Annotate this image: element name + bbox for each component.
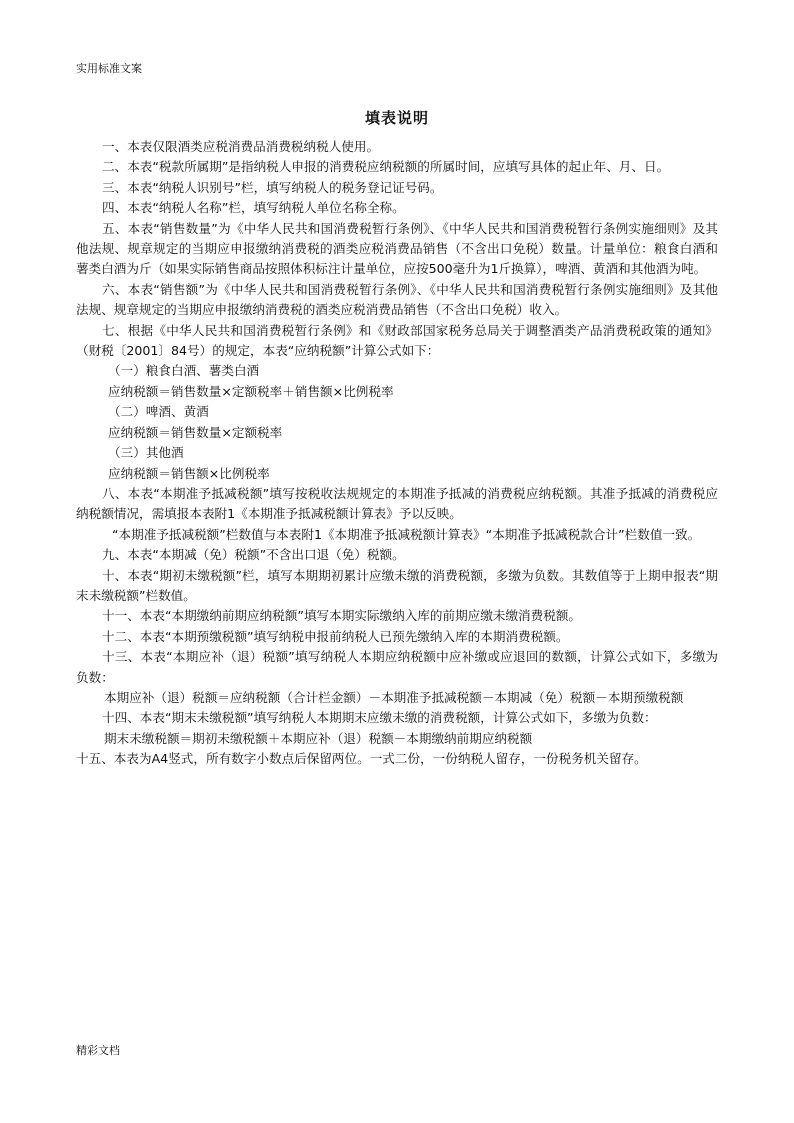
subheading-beer: （二）啤酒、黄酒 [108, 404, 209, 420]
page-header: 实用标准文案 [76, 62, 142, 75]
paragraph-4: 四、本表“纳税人名称”栏，填写纳税人单位名称全称。 [102, 200, 405, 216]
formula-beer: 应纳税额＝销售数量×定额税率 [108, 424, 283, 440]
paragraph-1: 一、本表仅限酒类应税消费品消费税纳税人使用。 [102, 139, 380, 154]
paragraph-3: 三、本表“纳税人识别号”栏，填写纳税人的税务登记证号码。 [102, 179, 443, 195]
paragraph-12: 十二、本表“本期预缴税额”填写纳税申报前纳税人已预先缴纳入库的本期消费税额。 [102, 628, 569, 644]
formula-tax-payable: 本期应补（退）税额＝应纳税额（合计栏金额）－本期准予抵减税额－本期减（免）税额－本期预缴税额 [104, 689, 684, 705]
paragraph-13: 十三、本表“本期应补（退）税额”填写纳税人本期应纳税额中应补缴或应退回的数额，计算公式如下，多缴为负数： [76, 649, 718, 685]
paragraph-10: 十、本表“期初未缴税额”栏，填写本期期初累计应缴未缴的消费税额，多缴为负数。其数值等于上期申报表“期末未缴税额”栏数值。 [76, 567, 718, 603]
instructions-body [76, 137, 718, 770]
subheading-grain-liquor: （一）粮食白酒、薯类白酒 [108, 363, 260, 379]
paragraph-15: 十五、本表为A4竖式，所有数字小数点后保留两位。一式二份，一份纳税人留存，一份税务机关留存。 [76, 751, 647, 767]
paragraph-6: 六、本表“销售额”为《中华人民共和国消费税暂行条例》、《中华人民共和国消费税暂行条例实施细则》及其他法规、规章规定的当期应申报缴纳消费税的酒类应税消费品销售（不含出口免税）收入。 [76, 281, 718, 318]
page-footer: 精彩文档 [76, 1044, 120, 1057]
subheading-other-liquor: （三）其他酒 [108, 445, 184, 461]
page-title: 填表说明 [364, 109, 429, 127]
formula-other-liquor: 应纳税额＝销售额×比例税率 [108, 465, 270, 481]
paragraph-5: 五、本表“销售数量”为《中华人民共和国消费税暂行条例》、《中华人民共和国消费税暂行条例实施细则》及其他法规、规章规定的当期应申报缴纳消费税的酒类应税消费品销售（不含出口免税）数量。计量单位：粮食白酒和薯类白酒为斤（如果实际销售商品按照体积标注计量单位，应按500毫升为1斤换算），啤酒、黄酒和其他酒为吨。 [76, 220, 718, 277]
paragraph-9: 九、本表“本期减（免）税额”不含出口退（免）税额。 [102, 547, 405, 563]
paragraph-8-note: “本期准予抵减税额”栏数值与本表附1《本期准予抵减税额计算表》“本期准予抵减税款合计”栏数值一致。 [112, 526, 701, 542]
paragraph-7: 七、根据《中华人民共和国消费税暂行条例》和《财政部国家税务总局关于调整酒类产品消费税政策的通知》（财税〔2001〕84号）的规定，本表“应纳税额”计算公式如下： [76, 322, 718, 359]
paragraph-8: 八、本表“本期准予抵减税额”填写按税收法规规定的本期准予抵减的消费税应纳税额。其准予抵减的消费税应纳税额情况，需填报本表附1《本期准予抵减税额计算表》予以反映。 [76, 485, 718, 522]
formula-grain-liquor: 应纳税额＝销售数量×定额税率＋销售额×比例税率 [108, 383, 394, 399]
formula-unpaid-tax: 期末未缴税额＝期初未缴税额＋本期应补（退）税额－本期缴纳前期应纳税额 [104, 730, 533, 746]
paragraph-11: 十一、本表“本期缴纳前期应纳税额”填写本期实际缴纳入库的前期应缴未缴消费税额。 [102, 608, 582, 624]
paragraph-14: 十四、本表“期末未缴税额”填写纳税人本期期末应缴未缴的消费税额，计算公式如下，多缴为负数： [102, 710, 657, 726]
paragraph-2: 二、本表“税款所属期”是指纳税人申报的消费税应纳税额的所属时间，应填写具体的起止年、月、日。 [102, 159, 670, 175]
